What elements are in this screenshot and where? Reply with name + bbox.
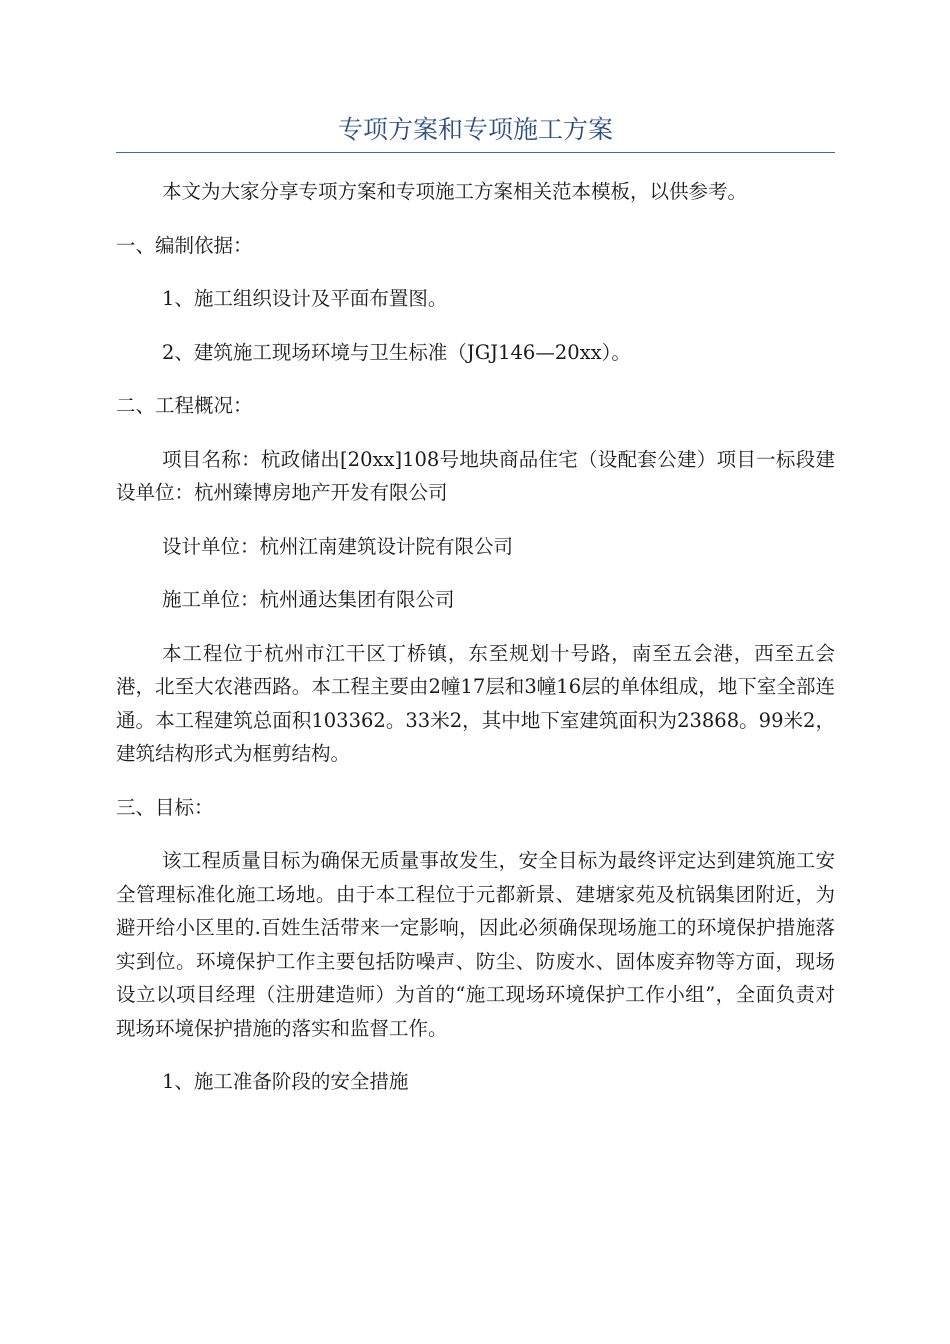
paragraph-intro: 本文为大家分享专项方案和专项施工方案相关范本模板，以供参考。 xyxy=(162,180,748,203)
paragraph-design-unit: 设计单位：杭州江南建筑设计院有限公司 xyxy=(162,534,514,558)
document-page xyxy=(116,110,835,1099)
paragraph-construction-unit: 施工单位：杭州通达集团有限公司 xyxy=(162,588,455,611)
title-underline xyxy=(116,152,835,153)
paragraph-safety-measures: 1、施工准备阶段的安全措施 xyxy=(162,1070,409,1093)
heading-overview: 二、工程概况： xyxy=(116,394,253,417)
heading-goals: 三、目标： xyxy=(116,795,214,819)
paragraph-goals: 该工程质量目标为确保无质量事故发生，安全目标为最终评定达到建筑施工安全管理标准化施工场地。由于本工程位于元都新景、建塘家苑及杭锅集团附近，为避开给小区里的.百姓生活带来一定影响，因此必须确保现场施工的环境保护措施落实到位。环境保护工作主要包括防噪声、防尘、防废水、固体废弃物等方面，现场设立以项目经理（注册建造师）为首的“施工现场环境保护工作小组”，全面负责对现场环境保护措施的落实和监督工作。 xyxy=(116,849,835,1040)
paragraph-location: 本工程位于杭州市江干区丁桥镇，东至规划十号路，南至五会港，西至五会港，北至大农港西路。本工程主要由2幢17层和3幢16层的单体组成，地下室全部连通。本工程建筑总面积103362。33米2，其中地下室建筑面积为23868。99米2，建筑结构形式为框剪结构。 xyxy=(116,641,835,765)
paragraph-project-name: 项目名称：杭政储出[20xx]108号地块商品住宅（设配套公建）项目一标段建设单位：杭州臻博房地产开发有限公司 xyxy=(116,447,835,504)
paragraph-basis-1: 1、施工组织设计及平面布置图。 xyxy=(162,287,448,310)
document-title: 专项方案和专项施工方案 xyxy=(337,115,613,144)
paragraph-basis-2: 2、建筑施工现场环境与卫生标准（JGJ146—20xx）。 xyxy=(162,340,631,364)
heading-basis: 一、编制依据： xyxy=(116,233,253,257)
